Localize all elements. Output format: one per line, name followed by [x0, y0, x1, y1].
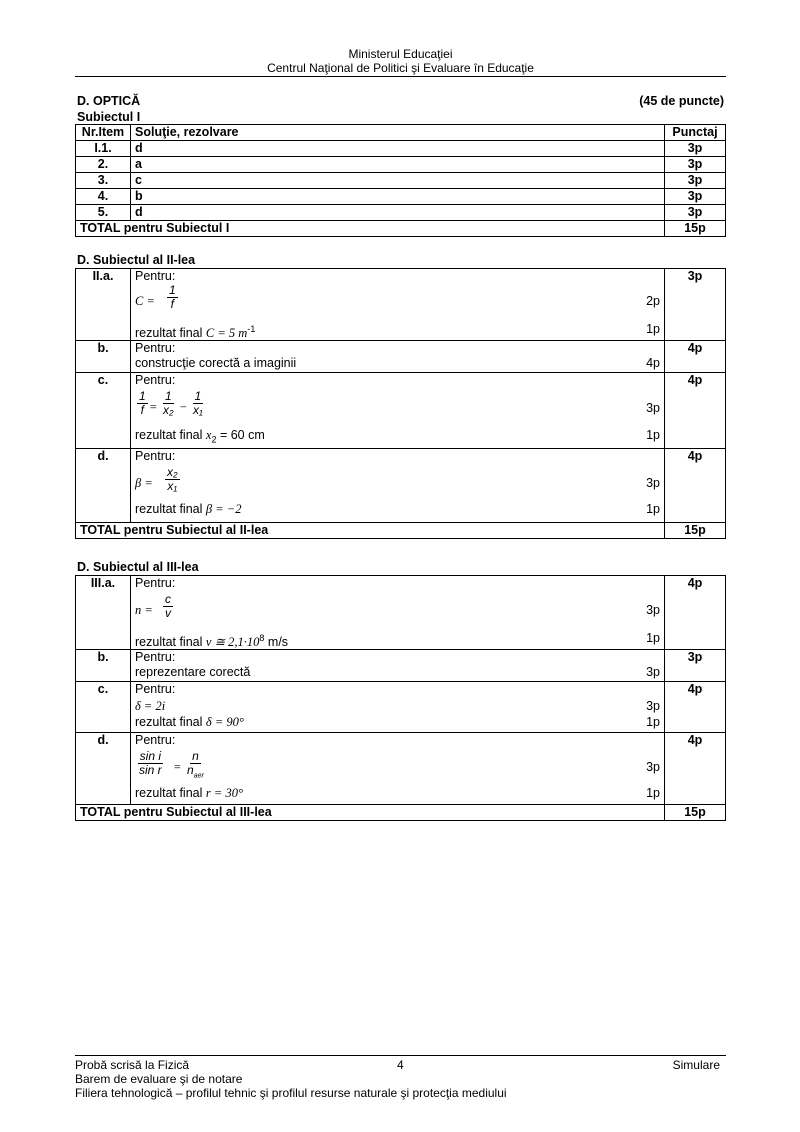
result-value: δ = 90°: [205, 715, 244, 729]
points: 3p: [665, 269, 726, 341]
section-title: D. OPTICĂ: [77, 94, 141, 108]
header-ministry: Ministerul Educaţiei: [348, 47, 453, 61]
item-row-b: [76, 650, 726, 682]
numerator: c: [165, 592, 171, 606]
points: 3p: [665, 173, 726, 189]
result-unit: m/s: [264, 635, 289, 650]
sub-points: 1p: [646, 631, 660, 645]
result-label: rezultat final: [135, 715, 203, 729]
solution-cell: [131, 341, 665, 373]
subject3-table: [75, 575, 726, 821]
result-unit: = 60 cm: [216, 428, 265, 442]
footer-line1: [75, 1058, 726, 1072]
fraction: [163, 593, 173, 620]
formula-line: [135, 284, 660, 322]
footer-line3: Filiera tehnologică – profilul tehnic şi profilul resurse naturale şi protecţia mediului: [75, 1086, 507, 1100]
item-row-a: [76, 576, 726, 650]
solution-cell: [131, 373, 665, 449]
sub-points: 3p: [646, 699, 660, 713]
item-row-b: [76, 341, 726, 373]
result-line: [135, 428, 660, 443]
numerator: 1: [169, 283, 176, 297]
sub-points: 3p: [646, 476, 660, 490]
total-points: 15p: [665, 805, 726, 821]
points: 4p: [665, 733, 726, 805]
exponent: 8: [259, 633, 265, 643]
pentru-label: Pentru:: [135, 733, 176, 747]
solution-cell: [131, 682, 665, 733]
numerator: sin i: [139, 749, 161, 763]
section-points: (45 de puncte): [639, 94, 724, 108]
result-line: [135, 786, 660, 801]
item-number: d.: [76, 449, 131, 523]
fraction: [191, 390, 205, 417]
result-value: r = 30°: [205, 786, 243, 800]
pentru-label: Pentru:: [135, 682, 176, 696]
pentru-label: Pentru:: [135, 449, 176, 463]
item-number: I.1.: [76, 141, 131, 157]
numerator: 1: [164, 389, 172, 403]
total-label: TOTAL pentru Subiectul I: [76, 221, 665, 237]
sub-points: 1p: [646, 715, 660, 729]
pentru-label: Pentru:: [135, 650, 176, 664]
solution-cell: [131, 269, 665, 341]
total-label: TOTAL pentru Subiectul al III-lea: [76, 805, 665, 821]
sub-points: 4p: [646, 356, 660, 370]
sub-points: 3p: [646, 401, 660, 415]
item-row-c: [76, 373, 726, 449]
solution-line: [135, 665, 660, 680]
result-line: [135, 715, 660, 730]
footer-line2: Barem de evaluare şi de notare: [75, 1072, 243, 1086]
subject2-title: D. Subiectul al II-lea: [77, 253, 196, 267]
points: 4p: [665, 682, 726, 733]
item-number: b.: [76, 341, 131, 373]
equals-sign: =: [173, 760, 182, 774]
formula-left: β =: [135, 476, 153, 490]
points: 3p: [665, 157, 726, 173]
fraction: [137, 390, 148, 417]
item-number: 2.: [76, 157, 131, 173]
solution-line: [135, 356, 660, 371]
formula-line: [135, 388, 660, 428]
result-label: rezultat final: [135, 428, 203, 442]
result-label: rezultat final: [135, 502, 203, 516]
sub-points: 3p: [646, 665, 660, 679]
result-label: rezultat final: [135, 326, 203, 341]
result-value: v ≅ 2,1·10: [205, 635, 260, 650]
item-row-a: [76, 269, 726, 341]
total-points: 15p: [665, 523, 726, 539]
denominator: f: [140, 403, 145, 417]
pentru-label: Pentru:: [135, 341, 176, 355]
points: 3p: [665, 141, 726, 157]
formula: δ = 2i: [135, 699, 166, 713]
numerator: 1: [194, 389, 202, 403]
header-divider: [75, 76, 726, 77]
item-number: 5.: [76, 205, 131, 221]
item-number: II.a.: [76, 269, 131, 341]
equals-sign: =: [149, 400, 158, 414]
points: 4p: [665, 373, 726, 449]
subject1-title: Subiectul I: [77, 110, 141, 124]
result-label: rezultat final: [135, 635, 203, 650]
header-center: Centrul Naţional de Politici şi Evaluare în Educaţie: [267, 61, 534, 75]
page-header: [75, 47, 726, 75]
fraction: [137, 750, 164, 777]
table-row: [76, 205, 726, 221]
points: 4p: [665, 449, 726, 523]
header-item: Nr.Item: [76, 125, 131, 141]
answer: c: [131, 173, 665, 189]
fraction: [185, 750, 206, 782]
formula-left: C =: [135, 294, 155, 308]
points: 4p: [665, 576, 726, 650]
solution-cell: [131, 576, 665, 650]
solution-cell: [131, 449, 665, 523]
solution-text: construcţie corectă a imaginii: [135, 356, 297, 370]
numerator: x₂: [167, 465, 178, 479]
item-number: c.: [76, 682, 131, 733]
numerator: n: [192, 749, 199, 763]
pentru-label: Pentru:: [135, 269, 176, 283]
solution-cell: [131, 733, 665, 805]
subject2-table: [75, 268, 726, 539]
answer: d: [131, 205, 665, 221]
denominator: x₂: [163, 403, 174, 417]
table-row: [76, 157, 726, 173]
denominator: x₁: [167, 479, 178, 493]
total-points: 15p: [665, 221, 726, 237]
subscript: 2: [211, 434, 217, 445]
formula-left: n =: [135, 603, 153, 617]
answer: d: [131, 141, 665, 157]
result-line: [135, 631, 660, 650]
footer: [75, 1058, 726, 1100]
formula-line: [135, 748, 660, 786]
item-row-d: [76, 733, 726, 805]
formula-line: [135, 697, 660, 715]
header-solution: Soluţie, rezolvare: [131, 125, 665, 141]
result-label: rezultat final: [135, 786, 203, 800]
solution-text: reprezentare corectă: [135, 665, 251, 679]
subject1-table: [75, 124, 726, 237]
table-row: [76, 189, 726, 205]
solution-cell: [131, 650, 665, 682]
minus-sign: −: [179, 400, 188, 414]
item-number: b.: [76, 650, 131, 682]
table-row: [76, 173, 726, 189]
total-row: [76, 221, 726, 237]
subject3-title: D. Subiectul al III-lea: [77, 560, 199, 574]
formula-line: [135, 591, 660, 631]
item-number: 3.: [76, 173, 131, 189]
sub-points: 3p: [646, 760, 660, 774]
result-line: [135, 502, 660, 517]
denominator: f: [170, 297, 175, 311]
result-value: β = −2: [205, 502, 242, 516]
fraction: [165, 466, 180, 493]
table-row: [76, 141, 726, 157]
result-value: C = 5 m: [205, 326, 248, 341]
fraction: [167, 284, 178, 311]
denominator: x₁: [193, 403, 203, 417]
total-row: [76, 805, 726, 821]
pentru-label: Pentru:: [135, 576, 176, 590]
points: 3p: [665, 650, 726, 682]
pentru-label: Pentru:: [135, 373, 176, 387]
header-points: Punctaj: [665, 125, 726, 141]
sub-points: 1p: [646, 502, 660, 516]
numerator: 1: [139, 389, 146, 403]
result-line: [135, 322, 660, 341]
item-number: c.: [76, 373, 131, 449]
exponent: -1: [247, 324, 256, 334]
item-row-c: [76, 682, 726, 733]
footer-subject: Probă scrisă la Fizică: [75, 1058, 190, 1072]
footer-divider: [75, 1055, 726, 1056]
denominator: v: [165, 606, 171, 620]
result-value: x: [205, 428, 212, 442]
item-number: 4.: [76, 189, 131, 205]
table-header-row: [76, 125, 726, 141]
sub-points: 3p: [646, 603, 660, 617]
sub-points: 2p: [646, 294, 660, 308]
item-number: d.: [76, 733, 131, 805]
page-number: 4: [397, 1058, 404, 1072]
fraction: [161, 390, 176, 417]
total-row: [76, 523, 726, 539]
sub-points: 1p: [646, 322, 660, 336]
answer: b: [131, 189, 665, 205]
denominator: $n_{aer}$: [187, 763, 204, 780]
denominator: sin r: [139, 763, 162, 777]
points: 3p: [665, 205, 726, 221]
answer: a: [131, 157, 665, 173]
footer-type: Simulare: [672, 1058, 720, 1072]
sub-points: 1p: [646, 786, 660, 800]
item-number: III.a.: [76, 576, 131, 650]
sub-points: 1p: [646, 428, 660, 442]
points: 4p: [665, 341, 726, 373]
total-label: TOTAL pentru Subiectul al II-lea: [76, 523, 665, 539]
points: 3p: [665, 189, 726, 205]
formula-line: [135, 464, 660, 502]
item-row-d: [76, 449, 726, 523]
